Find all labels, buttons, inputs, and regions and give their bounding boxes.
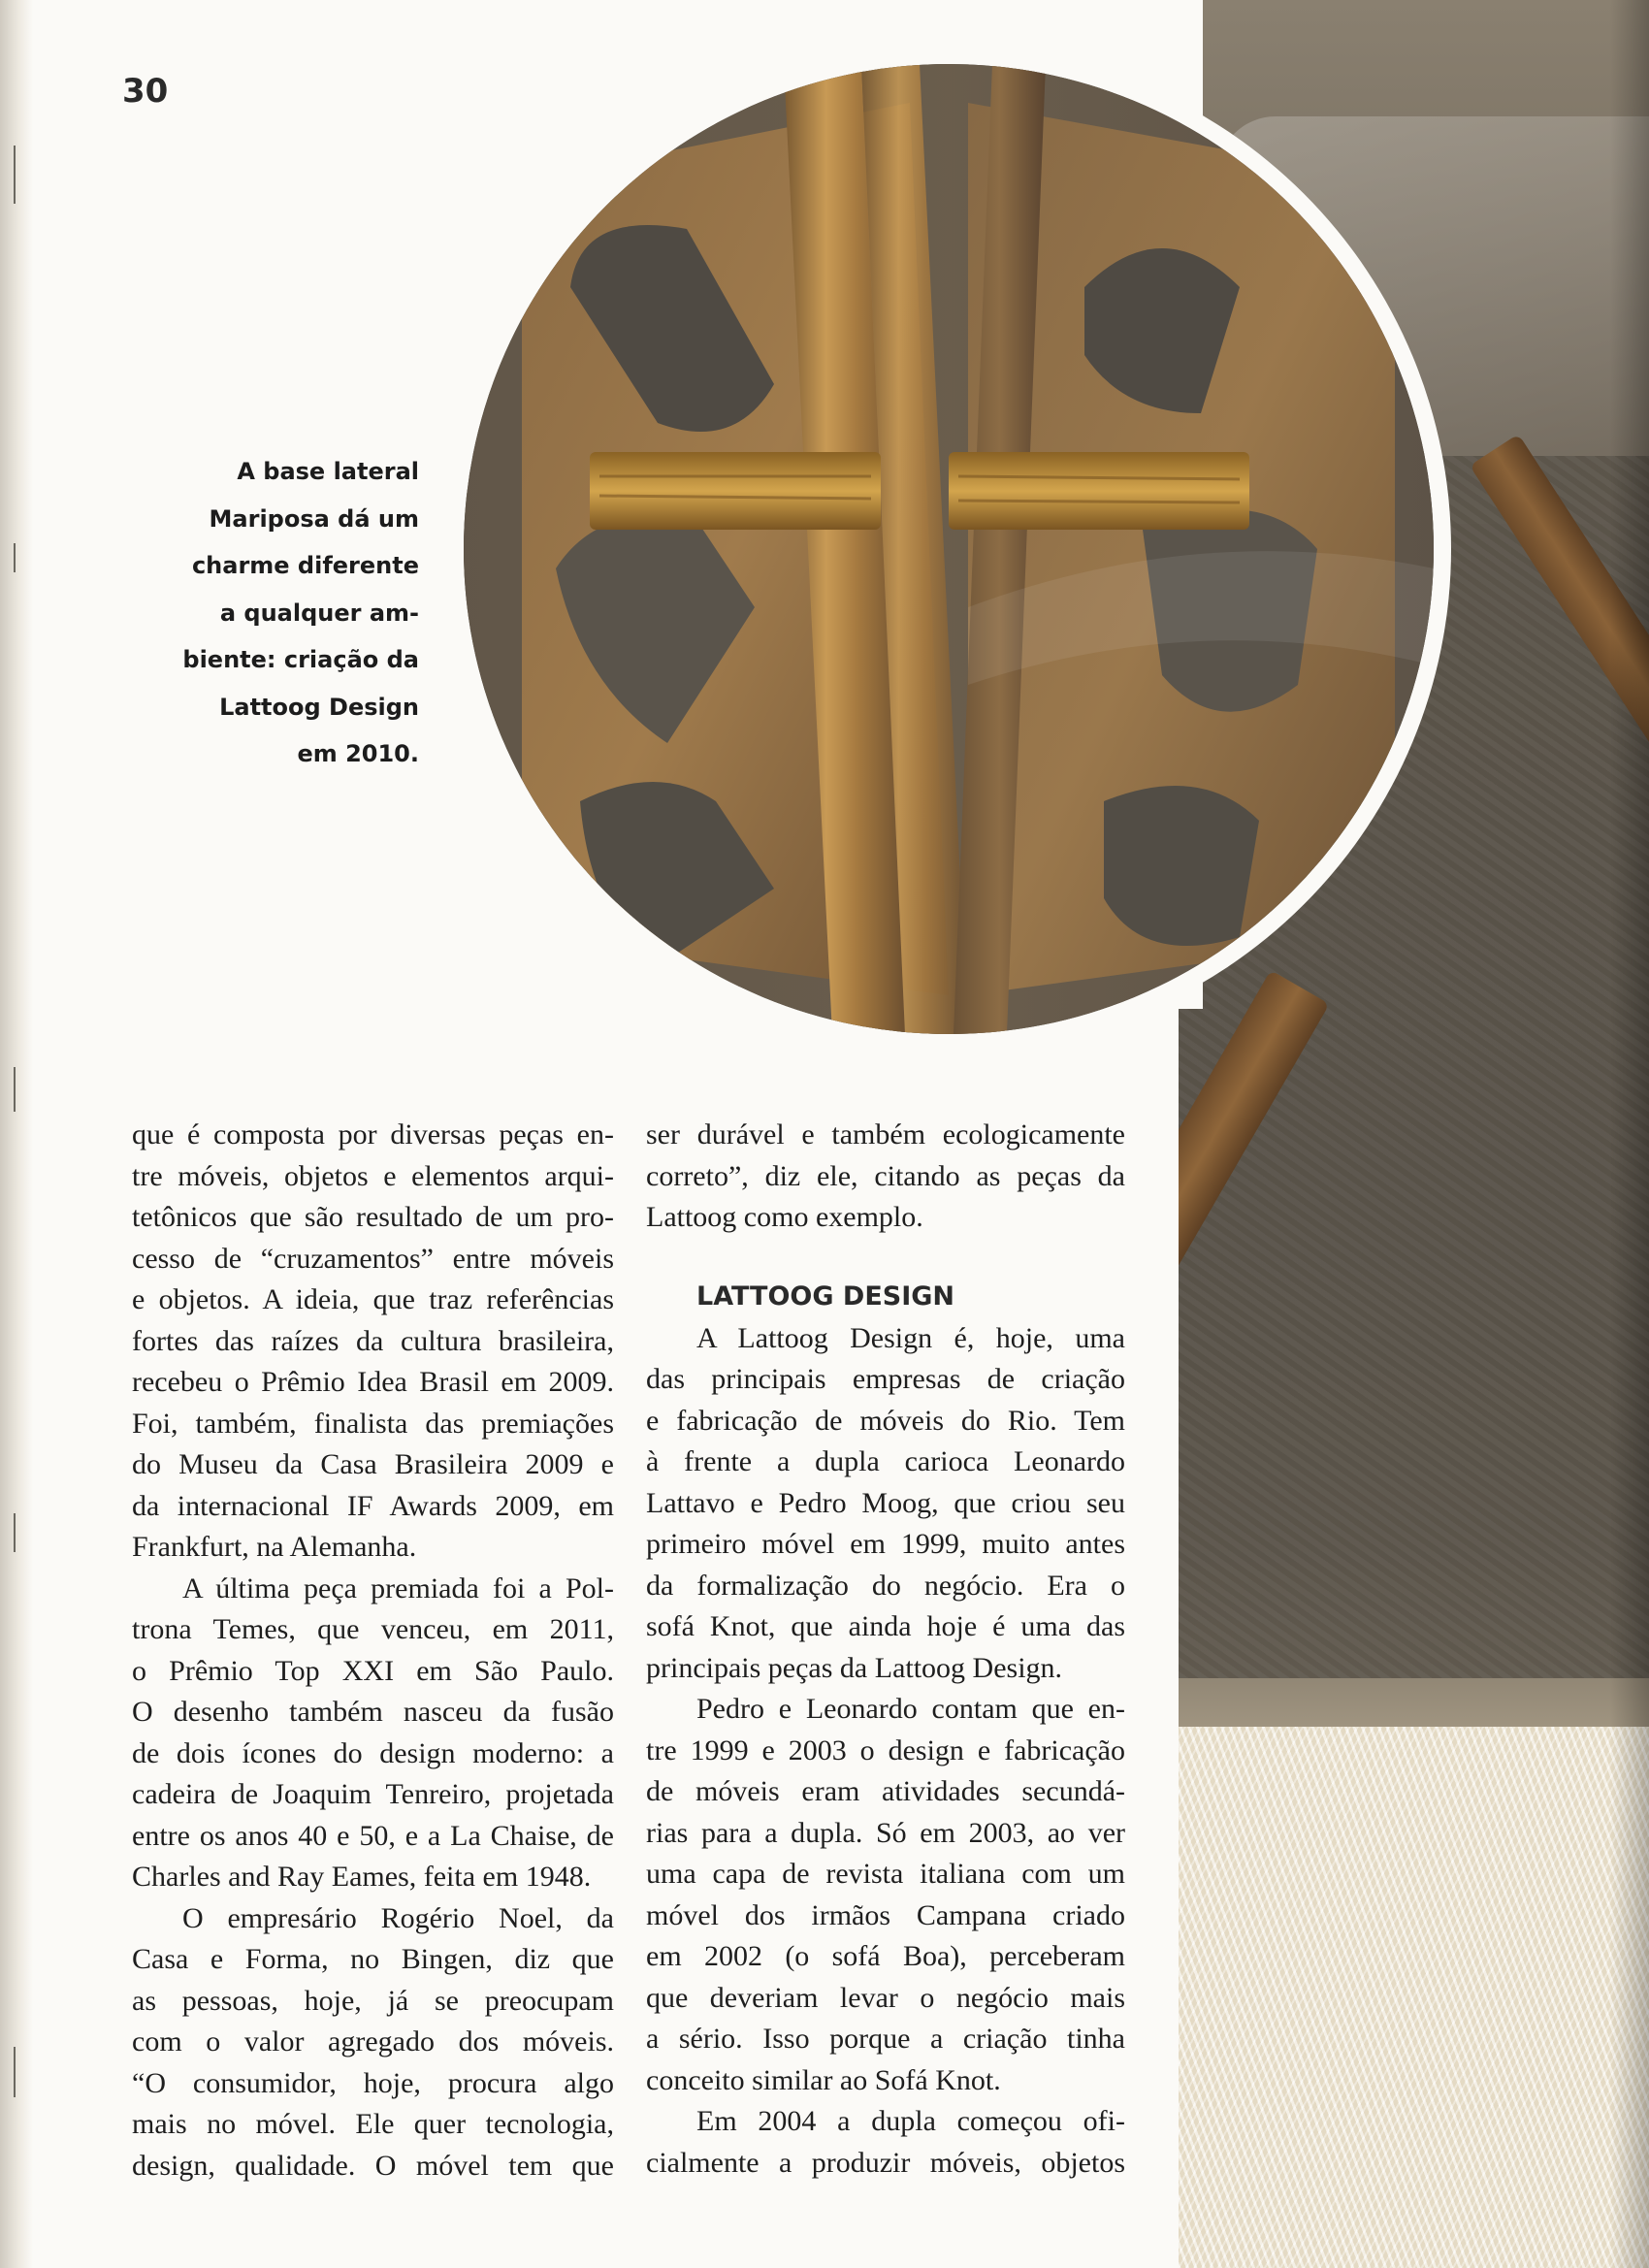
text-line: O empresário Rogério Noel, da <box>182 1901 614 1934</box>
text-line: e fabricação de móveis do Rio. Tem <box>646 1404 1125 1437</box>
text-line: cadeira de Joaquim Tenreiro, projetada <box>132 1778 614 1810</box>
text-line: Casa e Forma, no Bingen, diz que <box>132 1943 614 1975</box>
text-line: em 2002 (o sofá Boa), perceberam <box>646 1940 1125 1972</box>
text-line: à frente a dupla carioca Leonardo <box>646 1445 1125 1477</box>
scan-mark <box>14 2047 16 2097</box>
caption-line: Lattoog Design <box>219 693 419 721</box>
scan-mark <box>14 543 16 572</box>
text-line: rias para a dupla. Só em 2003, ao ver <box>646 1816 1125 1849</box>
text-line: móvel dos irmãos Campana criado <box>646 1898 1125 1931</box>
text-line: design, qualidade. O móvel tem que <box>132 2149 614 2182</box>
text-line: Charles and Ray Eames, feita em 1948. <box>132 1861 592 1893</box>
text-line: Lattavo e Pedro Moog, que criou seu <box>646 1486 1125 1519</box>
text-line: Frankfurt, na Alemanha. <box>132 1531 417 1563</box>
text-line: principais peças da Lattoog Design. <box>646 1651 1063 1684</box>
text-line: uma capa de revista italiana com um <box>646 1858 1125 1890</box>
text-line: A Lattoog Design é, hoje, uma <box>696 1321 1125 1354</box>
photo-caption <box>136 448 419 778</box>
text-line: e objetos. A ideia, que traz referências <box>132 1283 614 1315</box>
caption-line: biente: criação da <box>182 646 419 673</box>
caption-line: a qualquer am- <box>219 599 419 627</box>
text-line: “O consumidor, hoje, procura algo <box>132 2066 614 2099</box>
text-line: Foi, também, finalista das premiações <box>132 1407 614 1440</box>
text-line: do Museu da Casa Brasileira 2009 e <box>132 1448 614 1480</box>
text-line: que deveriam levar o negócio mais <box>646 1981 1125 2014</box>
text-line: Em 2004 a dupla começou ofi- <box>696 2105 1125 2137</box>
mariposa-base-photo <box>464 64 1434 1034</box>
text-line: que é composta por diversas peças en- <box>132 1118 614 1150</box>
article-column-left <box>132 1115 614 2187</box>
article-paragraph <box>132 1115 614 1569</box>
shag-rug <box>1179 1727 1649 2268</box>
text-line: cialmente a produzir móveis, objetos <box>646 2146 1125 2179</box>
text-line: as pessoas, hoje, já se preocupam <box>132 1984 614 2017</box>
text-line: com o valor agregado dos móveis. <box>132 2025 614 2057</box>
text-line: entre os anos 40 e 50, e a La Chaise, de <box>132 1819 614 1852</box>
text-line: tetônicos que são resultado de um pro- <box>132 1201 614 1233</box>
mariposa-base-illustration <box>464 64 1434 1034</box>
caption-line: A base lateral <box>237 458 419 485</box>
text-line: A última peça premiada foi a Pol- <box>182 1571 614 1604</box>
text-line: tre 1999 e 2003 o design e fabricação <box>646 1733 1125 1766</box>
text-line: primeiro móvel em 1999, muito antes <box>646 1528 1125 1560</box>
text-line: de móveis eram atividades secundá- <box>646 1775 1125 1807</box>
caption-line: em 2010. <box>297 740 419 767</box>
page-number: 30 <box>122 72 169 111</box>
page-gutter-shade <box>1610 0 1649 2268</box>
caption-line: charme diferente <box>191 552 419 579</box>
text-line: trona Temes, que venceu, em 2011, <box>132 1613 614 1645</box>
text-line: sofá Knot, que ainda hoje é uma das <box>646 1610 1125 1642</box>
binding-edge <box>0 0 33 2268</box>
text-line: tre móveis, objetos e elementos arqui- <box>132 1159 614 1192</box>
text-line: fortes das raízes da cultura brasileira, <box>132 1324 614 1357</box>
article-column-right <box>646 1115 1125 2184</box>
text-line: O desenho também nasceu da fusão <box>132 1696 614 1728</box>
text-line: correto”, diz ele, citando as peças da <box>646 1159 1125 1192</box>
text-line: cesso de “cruzamentos” entre móveis <box>132 1242 614 1275</box>
article-paragraph <box>646 1115 1125 1239</box>
text-line: o Prêmio Top XXI em São Paulo. <box>132 1654 614 1687</box>
text-line: recebeu o Prêmio Idea Brasil em 2009. <box>132 1366 614 1398</box>
text-line: conceito similar ao Sofá Knot. <box>646 2063 1001 2096</box>
scan-mark <box>14 1513 16 1552</box>
scan-mark <box>14 146 16 204</box>
text-line: Pedro e Leonardo contam que en- <box>696 1693 1125 1725</box>
article-paragraph <box>646 1689 1125 2101</box>
article-paragraph <box>646 1318 1125 1690</box>
text-line: das principais empresas de criação <box>646 1363 1125 1395</box>
text-line: mais no móvel. Ele quer tecnologia, <box>132 2108 614 2140</box>
text-line: Lattoog como exemplo. <box>646 1201 923 1233</box>
text-line: da formalização do negócio. Era o <box>646 1569 1125 1602</box>
caption-line: Mariposa dá um <box>209 504 419 533</box>
scan-mark <box>14 1067 16 1112</box>
article-paragraph <box>646 2101 1125 2184</box>
text-line: ser durável e também ecologicamente <box>646 1118 1125 1150</box>
text-line: de dois ícones do design moderno: a <box>132 1736 614 1769</box>
text-line: a sério. Isso porque a criação tinha <box>646 2023 1125 2055</box>
article-paragraph <box>132 1569 614 1898</box>
section-heading: LATTOOG DESIGN <box>696 1280 955 1312</box>
text-line: da internacional IF Awards 2009, em <box>132 1489 614 1522</box>
article-paragraph <box>132 1898 614 2187</box>
